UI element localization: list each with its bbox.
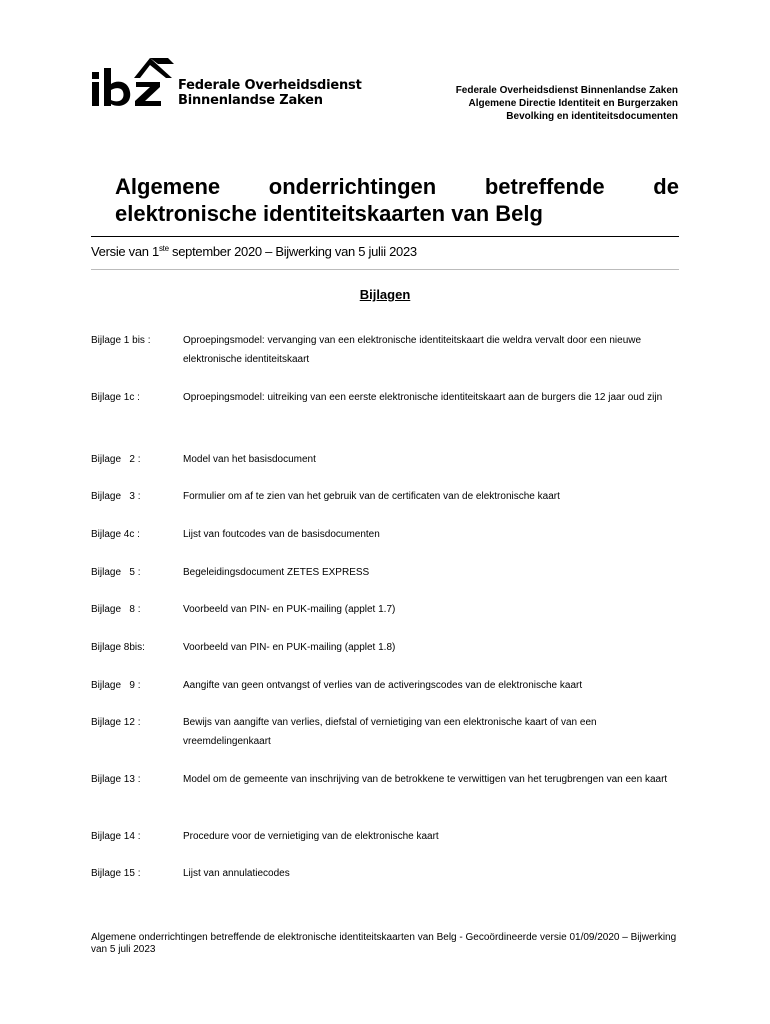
title-word-2: onderrichtingen [268,174,437,199]
annex-label: Bijlage 3 : [91,491,141,502]
version-prefix: Versie van 1 [91,244,159,259]
annex-label: Bijlage 1 bis : [91,335,151,346]
annex-description: Aangifte van geen ontvangst of verlies van de activeringscodes van de elektronische kaart [183,680,583,691]
logo-line-2: Binnenlandse Zaken [178,93,323,108]
annex-description: Oproepingsmodel: uitreiking van een eerste elektronische identiteitskaart aan de burgers die 12 jaar oud zijn [183,392,663,403]
annex-label: Bijlage 12 : [91,717,141,728]
agency-line-1: Federale Overheidsdienst Binnenlandse Zaken [455,85,678,96]
annex-label: Bijlage 4c : [91,529,140,540]
annex-description: Voorbeeld van PIN- en PUK-mailing (applet 1.8) [183,642,396,653]
version-suffix: september 2020 – Bijwerking van 5 julii 2023 [168,244,417,259]
annex-description: Oproepingsmodel: vervanging van een elektronische identiteitskaart die weldra vervalt door een nieuwe elektronische identiteitskaart [183,335,642,365]
annex-label: Bijlage 9 : [91,680,141,691]
annex-label: Bijlage 13 : [91,774,141,785]
section-heading: Bijlagen [359,287,411,302]
annex-label: Bijlage 5 : [91,567,141,578]
title-line-1 [115,173,679,200]
annex-label: Bijlage 8bis: [91,642,145,653]
agency-line-2: Algemene Directie Identiteit en Burgerzaken [468,98,678,109]
annex-description: Voorbeeld van PIN- en PUK-mailing (applet 1.7) [183,604,396,615]
annex-description: Lijst van annulatiecodes [183,868,290,879]
document-title [115,173,679,227]
agency-block [456,84,678,123]
version-ordinal: ste [158,244,169,253]
ibz-logo [90,54,362,114]
logo-line-1: Federale Overheidsdienst [178,78,362,93]
title-word-3: betreffende [484,174,605,199]
annex-description: Begeleidingsdocument ZETES EXPRESS [183,567,370,578]
annex-description: Formulier om af te zien van het gebruik van de certificaten van de elektronische kaart [183,491,560,502]
title-word-4: de [653,174,679,199]
ibz-logo-mark [90,54,180,114]
title-divider [91,236,679,237]
annex-label: Bijlage 14 : [91,831,141,842]
agency-line-3: Bevolking en identiteitsdocumenten [506,111,678,122]
annex-description: Procedure voor de vernietiging van de elektronische kaart [183,831,439,842]
title-line-2: elektronische identiteitskaarten van Belg [115,201,543,226]
logo-wordmark [178,78,362,108]
version-divider [91,269,679,270]
page-footer: Algemene onderrichtingen betreffende de elektronische identiteitskaarten van Belg - Gecoördineerde versie 01/09/2020 – Bijwerking van 5 juli 2023 [91,932,677,955]
annex-description: Model om de gemeente van inschrijving van de betrokkene te verwittigen van het terugbrengen van een kaart [183,774,668,785]
annex-description: Bewijs van aangifte van verlies, diefstal of vernietiging van een elektronische kaart of van een vreemdelingenkaart [183,717,597,747]
annex-description: Lijst van foutcodes van de basisdocumenten [183,529,380,540]
annex-label: Bijlage 15 : [91,868,141,879]
annex-label: Bijlage 2 : [91,454,141,465]
title-word-1: Algemene [115,174,221,199]
annex-label: Bijlage 1c : [91,392,140,403]
annex-description: Model van het basisdocument [183,454,316,465]
version-line [91,243,417,261]
annex-label: Bijlage 8 : [91,604,141,615]
